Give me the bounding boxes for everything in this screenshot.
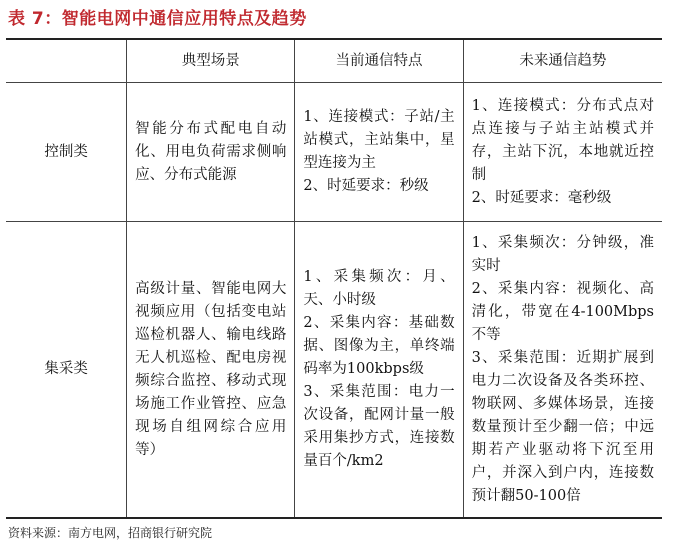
future-item: 1、采集频次：分钟级，准实时 xyxy=(471,234,654,274)
scenario-text: 高级计量、智能电网大视频应用（包括变电站巡检机器人、输电线路无人机巡检、配电房视频综合监控、移动式现场施工作业管控、应急现场自组网综合应用等） xyxy=(135,280,287,458)
source-note: 资料来源：南方电网，招商银行研究院 xyxy=(8,526,213,540)
future-text xyxy=(464,95,662,210)
table-header-row xyxy=(6,39,662,83)
row-category: 集采类 xyxy=(6,222,127,519)
header-current: 当前通信特点 xyxy=(295,39,463,83)
table-row xyxy=(6,222,662,519)
comparison-table xyxy=(6,38,662,519)
future-item: 2、采集内容：视频化、高清化，带宽在4-100Mbps不等 xyxy=(471,280,654,343)
scenario-text: 智能分布式配电自动化、用电负荷需求侧响应、分布式能源 xyxy=(135,120,287,183)
current-text xyxy=(295,106,462,198)
current-text xyxy=(295,266,462,473)
row-category: 控制类 xyxy=(6,83,127,222)
current-cell xyxy=(295,222,463,519)
table-row xyxy=(6,83,662,222)
header-scenario: 典型场景 xyxy=(127,39,295,83)
future-cell xyxy=(463,222,662,519)
future-text xyxy=(464,232,662,508)
current-cell xyxy=(295,83,463,222)
scenario-cell xyxy=(127,83,295,222)
table-title: 表 7：智能电网中通信应用特点及趋势 xyxy=(8,9,307,29)
future-item: 1、连接模式：分布式点对点连接与子站主站模式并存，主站下沉，本地就近控制 xyxy=(471,97,654,183)
future-item: 2、时延要求：毫秒级 xyxy=(471,189,612,206)
header-empty xyxy=(6,39,127,83)
current-item: 2、采集内容：基础数据、图像为主，单终端码率为100kbps级 xyxy=(303,315,455,377)
current-item: 2、时延要求：秒级 xyxy=(303,178,429,194)
future-cell xyxy=(463,83,662,222)
future-item: 3、采集范围：近期扩展到电力二次设备及各类环控、物联网、多媒体场景，连接数量预计至少翻一倍；中远期若产业驱动将下沉至用户，并深入到户内，连接数预计翻50-100倍 xyxy=(471,349,654,504)
current-item: 1、连接模式：子站/主站模式，主站集中，星型连接为主 xyxy=(303,109,455,171)
current-item: 1、采集频次：月、天、小时级 xyxy=(303,269,455,308)
current-item: 3、采集范围：电力一次设备，配网计量一般采用集抄方式，连接数量百个/km2 xyxy=(303,384,455,469)
header-future: 未来通信趋势 xyxy=(463,39,662,83)
scenario-cell xyxy=(127,222,295,519)
